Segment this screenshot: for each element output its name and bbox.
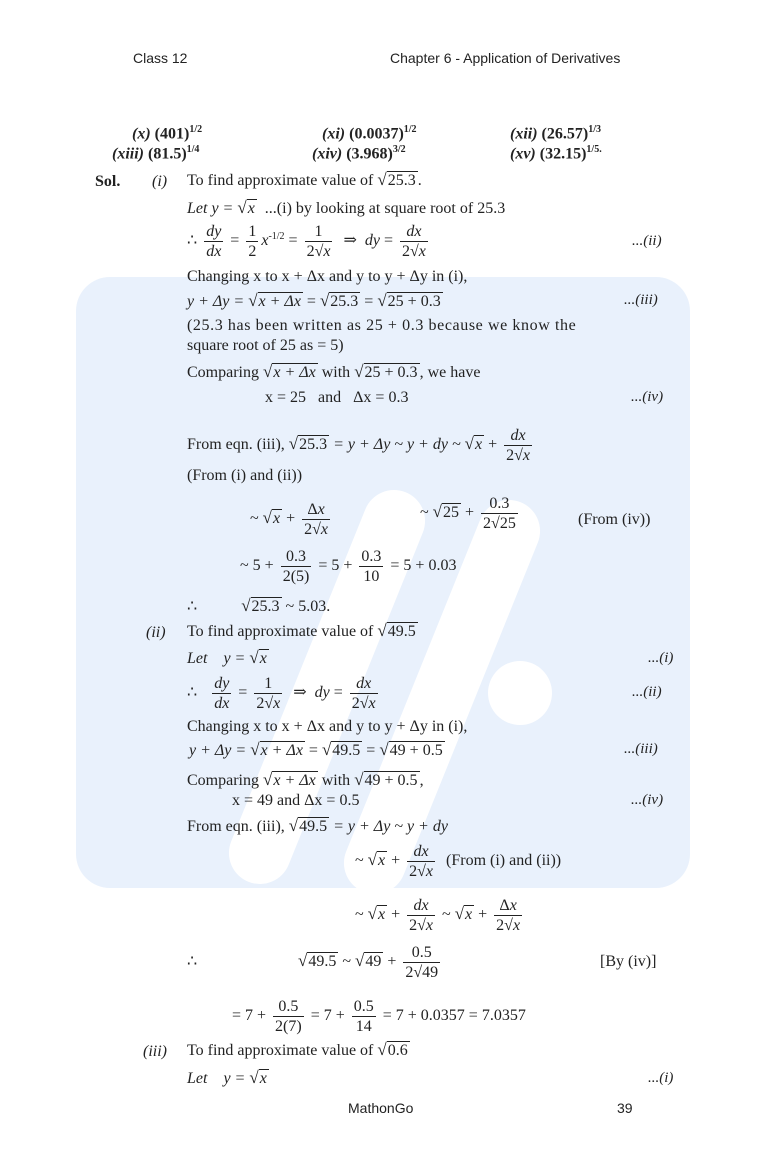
- eq3-line: y + Δy = √x + Δx = √25.3 = √25 + 0.3: [187, 291, 441, 310]
- changing-line: Changing x to x + Δx and y to y + Δy in (i),: [187, 718, 468, 735]
- approx-line-2: ~ √x + $\frac{dx}{2√x}$ ~ √x + $\frac{\Delta x}{2√x}$: [355, 897, 521, 934]
- note-line: square root of 25 as = 5): [187, 337, 344, 354]
- eq3-line: y + Δy = √x + Δx = √49.5 = √49 + 0.5: [189, 740, 443, 759]
- by-iv-note: [By (iv)]: [600, 953, 657, 970]
- part-title: To find approximate value of √49.5: [187, 621, 416, 640]
- from-eqn-line: From eqn. (iii), √25.3 = y + Δy ~ y + dy ~ √x + $\frac{dx}{2√x}$: [187, 427, 530, 464]
- eq-tag: ...(i): [648, 650, 674, 666]
- eq-tag: ...(iv): [631, 792, 664, 808]
- approx-line: ~ √x + $\frac{dx}{2√x}$ (From (i) and (ii)): [355, 843, 562, 880]
- exercise-item: (xiv) $(3.968)^{3/2}$: [312, 144, 406, 163]
- comparing-line: Comparing √x + Δx with √25 + 0.3 , we have: [187, 362, 481, 381]
- part-title: To find approximate value of √0.6: [187, 1040, 408, 1059]
- eq-tag: ...(ii): [632, 684, 662, 700]
- eq-tag: ...(iv): [631, 389, 664, 405]
- eq-tag: ...(iii): [624, 741, 658, 757]
- values-line: x = 25 and Δx = 0.3: [265, 389, 409, 406]
- let-line: Let y = √x: [187, 648, 267, 667]
- part-title: To find approximate value of √25.3 .: [187, 170, 422, 189]
- header-chapter: Chapter 6 - Application of Derivatives: [390, 50, 621, 66]
- eq-tag: ...(ii): [632, 233, 662, 249]
- calc-line: ~ 5 + $\frac{0.3}{2(5)}$ = 5 + $\frac{0.3}{10}$ = 5 + 0.03: [240, 548, 457, 585]
- therefore-line: √49.5 ~ √49 + $\frac{0.5}{2√49}$: [298, 944, 439, 981]
- let-line: Let y = √x: [187, 1068, 267, 1087]
- part-number: (ii): [146, 624, 166, 641]
- eq-tag: ...(iii): [624, 292, 658, 308]
- part-number: (iii): [143, 1043, 167, 1060]
- approx-line-2: ~ √25 + $\frac{0.3}{2√25}$: [420, 495, 516, 532]
- page-number: 39: [617, 1100, 633, 1116]
- therefore-symbol: ∴: [187, 953, 198, 970]
- derivative-line: ∴ $\frac{dy}{dx}$ = $\frac{1}{2√x}$ ⇒ dy = $\frac{dx}{2√x}$: [187, 675, 376, 712]
- exercise-item: (xiii) $(81.5)^{1/4}$: [112, 144, 200, 163]
- values-line: x = 49 and Δx = 0.5: [232, 792, 360, 809]
- note-line: (25.3 has been written as 25 + 0.3 because we know the: [187, 317, 577, 334]
- exercise-item: (xv) $(32.15)^{1/5.}$: [510, 144, 602, 163]
- let-line: Let y = √x ...(i) by looking at square root of 25.3: [187, 198, 506, 217]
- comparing-line: Comparing √x + Δx with √49 + 0.5 ,: [187, 770, 424, 789]
- exercise-item: (x) $(401)^{1/2}$: [132, 124, 203, 143]
- approx-line: ~ √x + $\frac{\Delta x}{2√x}$: [250, 501, 329, 538]
- derivative-line: ∴ $\frac{dy}{dx}$ = $\frac{1}{2}$ $x^{-1/2}$ = $\frac{1}{2√x}$ ⇒ dy = $\frac{dx}{2√x}$: [187, 223, 426, 260]
- exercise-item: (xi) $(0.0037)^{1/2}$: [322, 124, 417, 143]
- from-iv-note: (From (iv)): [578, 511, 651, 528]
- watermark-dot: [488, 661, 552, 725]
- final-calc-line: = 7 + $\frac{0.5}{2(7)}$ = 7 + $\frac{0.5}{14}$ = 7 + 0.0357 = 7.0357: [232, 998, 526, 1035]
- result-line: ∴ √25.3 ~ 5.03.: [187, 596, 331, 615]
- part-number: (i): [152, 173, 168, 190]
- from-i-ii-note: (From (i) and (ii)): [187, 467, 303, 484]
- footer-brand: MathonGo: [348, 1100, 414, 1116]
- sol-label: Sol.: [95, 173, 121, 190]
- header-class: Class 12: [133, 50, 188, 66]
- eq-tag: ...(i): [648, 1070, 674, 1086]
- changing-line: Changing x to x + Δx and y to y + Δy in (i),: [187, 268, 468, 285]
- exercise-item: (xii) $(26.57)^{1/3}$: [510, 124, 601, 143]
- from-eqn-line: From eqn. (iii), √49.5 = y + Δy ~ y + dy: [187, 816, 448, 835]
